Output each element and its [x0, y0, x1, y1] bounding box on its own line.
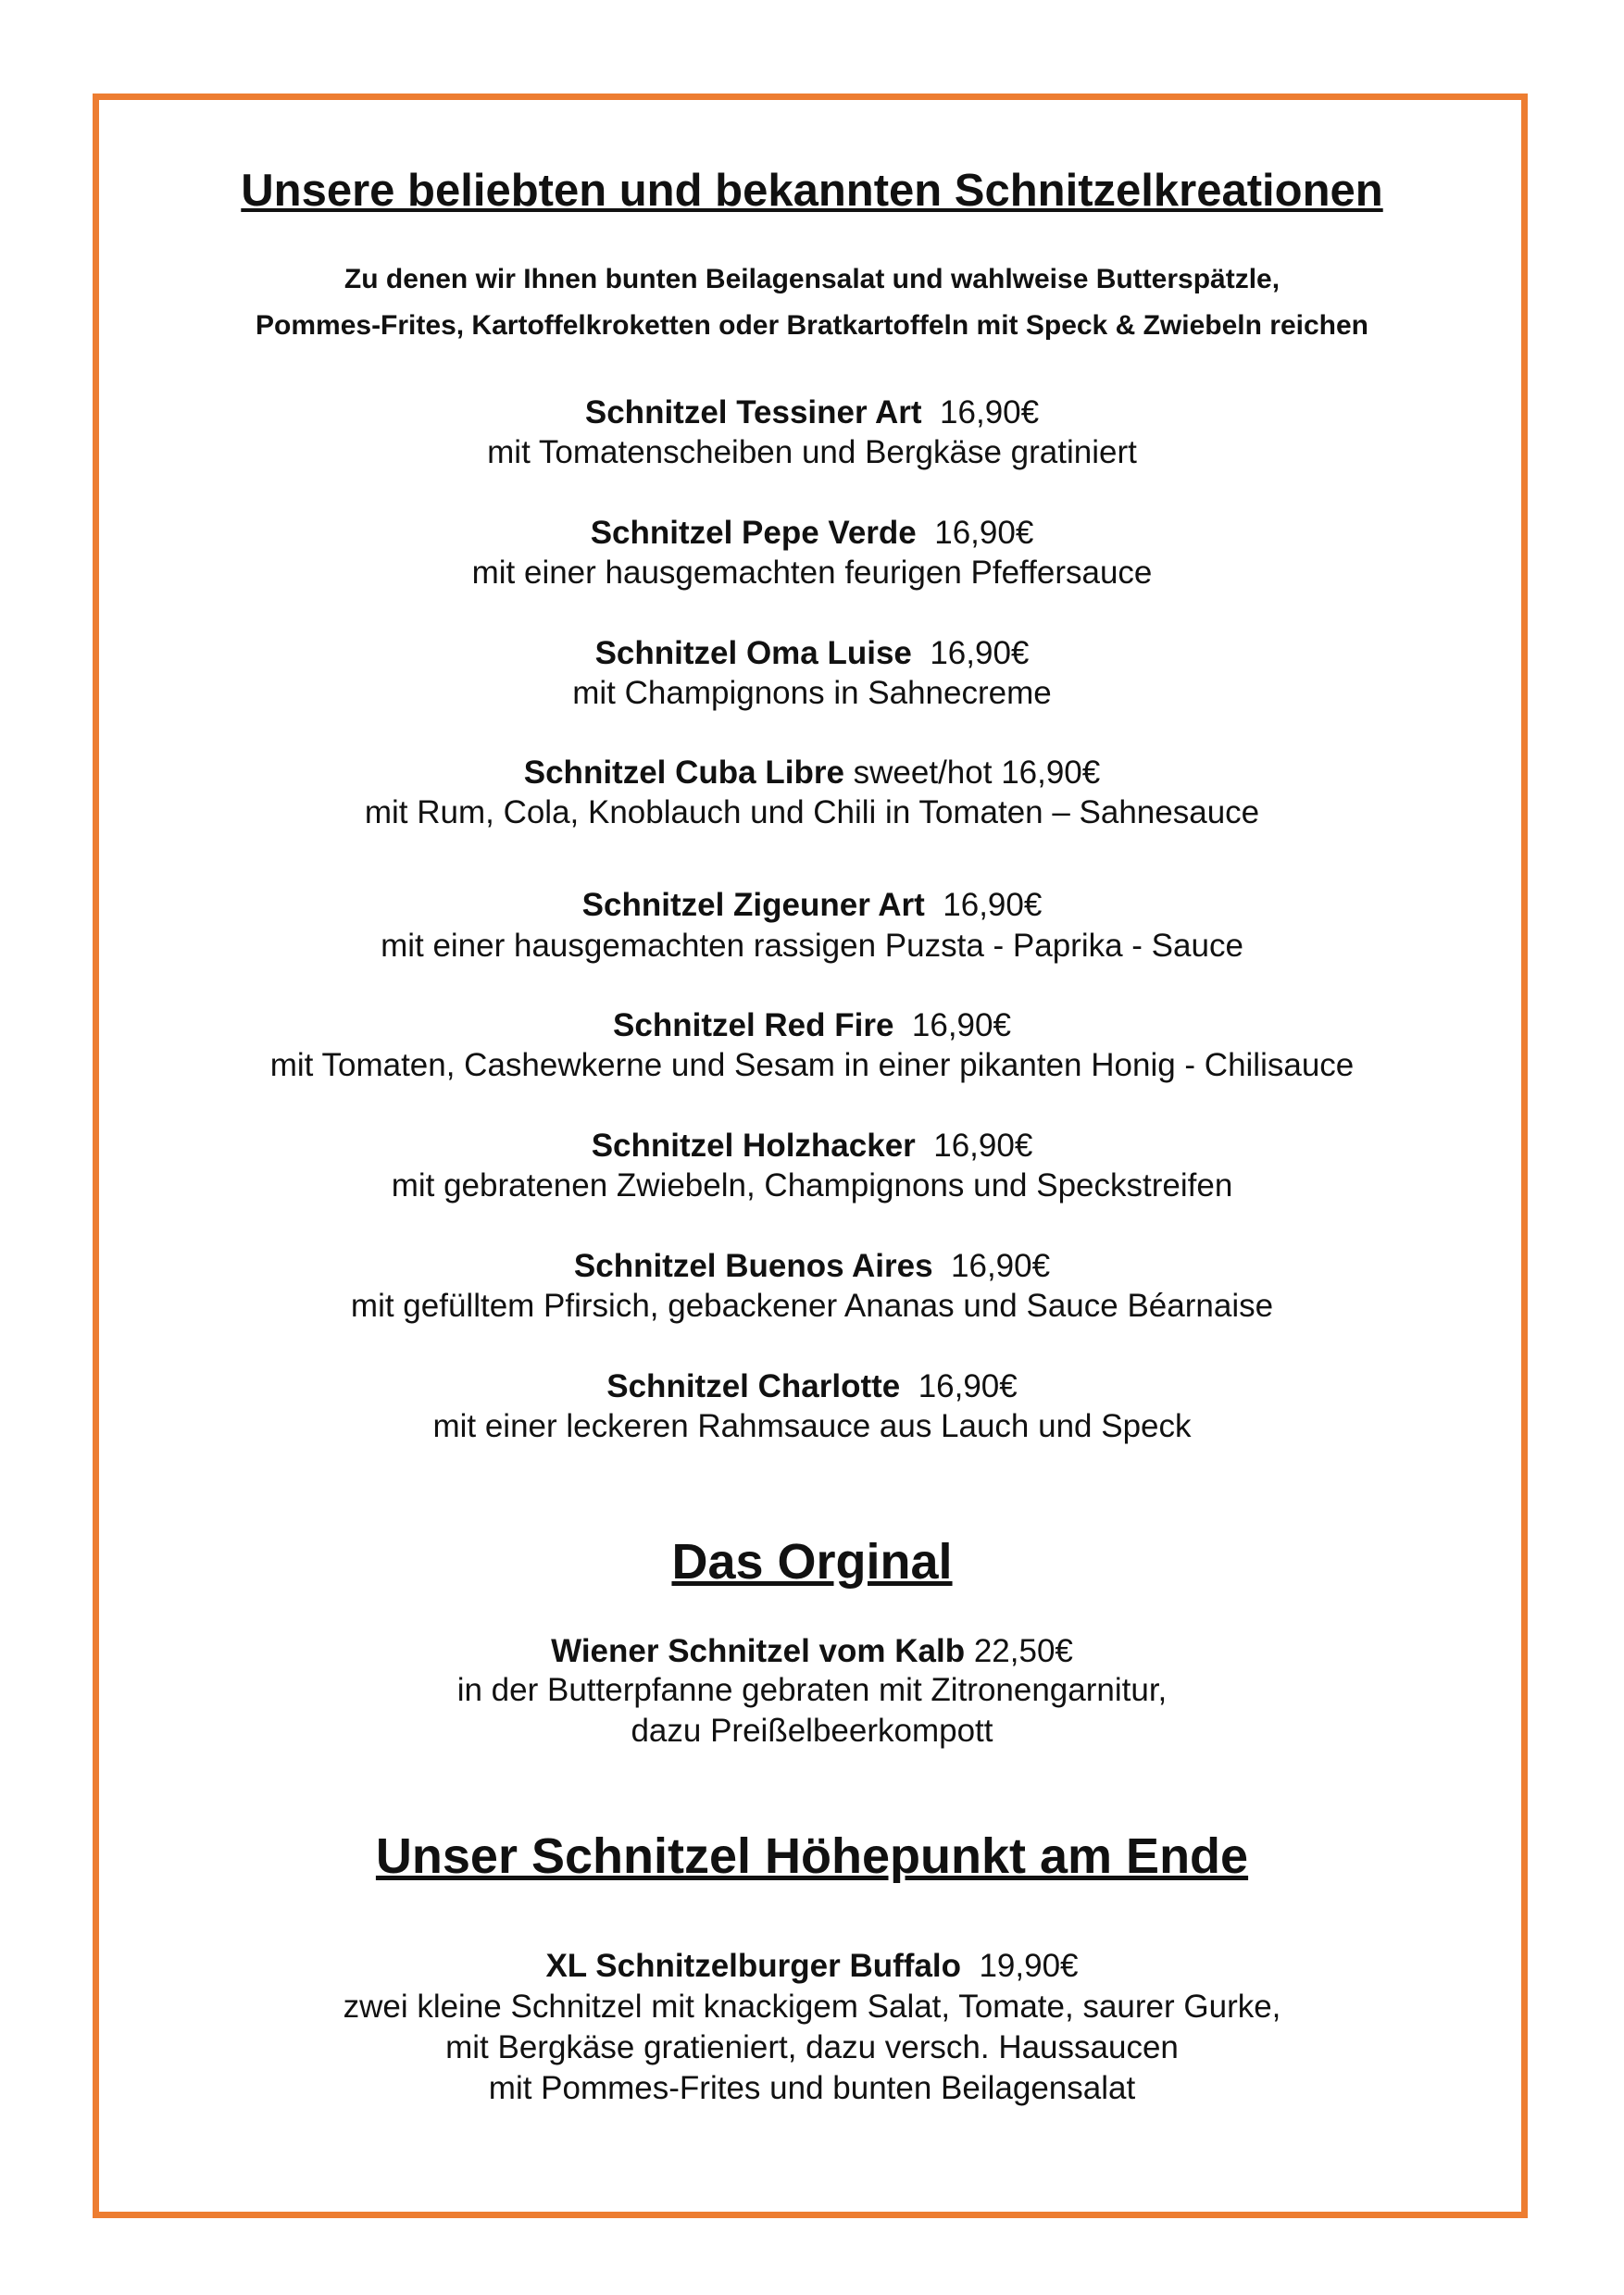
dish-description: mit Pommes-Frites und bunten Beilagensalat — [488, 2070, 1136, 2106]
dish-name: Schnitzel Tessiner Art — [584, 394, 922, 430]
dish-name: XL Schnitzelburger Buffalo — [545, 1948, 962, 1984]
dish-name: Schnitzel Oma Luise — [594, 635, 912, 671]
dish-price: 16,90€ — [943, 887, 1043, 923]
dish-title — [0, 1631, 1624, 1672]
dish-description: dazu Preißelbeerkompott — [631, 1713, 993, 1749]
dish-name: Schnitzel Red Fire — [613, 1007, 894, 1043]
dish-title — [0, 1946, 1624, 1987]
dish-description: mit gefülltem Pfirsich, gebackener Ananas und Sauce Béarnaise — [350, 1288, 1274, 1324]
dish-name: Schnitzel Charlotte — [606, 1368, 901, 1404]
dish-title — [0, 1366, 1624, 1407]
dish-name: Schnitzel Cuba Libre — [523, 755, 844, 791]
dish-name: Schnitzel Pepe Verde — [590, 515, 917, 551]
intro-line-1: Zu denen wir Ihnen bunten Beilagensalat und wahlweise Butterspätzle, — [344, 264, 1280, 294]
dish-price: 16,90€ — [911, 1007, 1011, 1043]
dish-title — [0, 633, 1624, 674]
dish-title — [0, 513, 1624, 554]
dish-title — [0, 753, 1624, 793]
dish-description: mit Champignons in Sahnecreme — [572, 675, 1052, 711]
dish-price: 16,90€ — [1001, 755, 1101, 791]
dish-description: zwei kleine Schnitzel mit knackigem Salat, Tomate, saurer Gurke, — [343, 1989, 1281, 2025]
dish-description: mit gebratenen Zwiebeln, Champignons und Speckstreifen — [391, 1167, 1233, 1204]
dish-title — [0, 885, 1624, 926]
dish-name: Schnitzel Holzhacker — [591, 1128, 916, 1164]
dish-price: 16,90€ — [930, 635, 1030, 671]
dish-price: 16,90€ — [951, 1248, 1051, 1284]
dish-description: mit einer hausgemachten rassigen Puzsta - Paprika - Sauce — [381, 928, 1243, 964]
dish-title — [0, 1246, 1624, 1287]
dish-description: mit einer leckeren Rahmsauce aus Lauch und Speck — [432, 1408, 1192, 1444]
dish-description: mit Rum, Cola, Knoblauch und Chili in Tomaten – Sahnesauce — [364, 794, 1260, 830]
dish-name: Schnitzel Zigeuner Art — [581, 887, 925, 923]
dish-description: mit einer hausgemachten feurigen Pfeffersauce — [471, 555, 1153, 591]
dish-description: mit Tomatenscheiben und Bergkäse gratiniert — [487, 434, 1137, 470]
dish-description: mit Tomaten, Cashewkerne und Sesam in einer pikanten Honig - Chilisauce — [269, 1047, 1355, 1083]
dish-note: sweet/hot — [853, 755, 993, 791]
dish-price: 16,90€ — [933, 1128, 1033, 1164]
section-title-highlight: Unser Schnitzel Höhepunkt am Ende — [375, 1828, 1249, 1884]
menu-title: Unsere beliebten und bekannten Schnitzelkreationen — [241, 166, 1383, 216]
dish-description: mit Bergkäse gratieniert, dazu versch. Haussaucen — [445, 2029, 1179, 2065]
dish-title — [0, 1126, 1624, 1166]
dish-name: Wiener Schnitzel vom Kalb — [551, 1633, 966, 1669]
dish-price: 16,90€ — [918, 1368, 1018, 1404]
dish-description: in der Butterpfanne gebraten mit Zitronengarnitur, — [456, 1672, 1168, 1708]
dish-title — [0, 1005, 1624, 1046]
dish-price: 16,90€ — [934, 515, 1034, 551]
dish-title — [0, 393, 1624, 433]
dish-price: 19,90€ — [979, 1948, 1079, 1984]
dish-price: 22,50€ — [973, 1633, 1073, 1669]
dish-name: Schnitzel Buenos Aires — [573, 1248, 933, 1284]
intro-line-2: Pommes-Frites, Kartoffelkroketten oder Bratkartoffeln mit Speck & Zwiebeln reichen — [256, 310, 1368, 341]
section-title-original: Das Orginal — [671, 1534, 953, 1590]
dish-price: 16,90€ — [940, 394, 1040, 430]
